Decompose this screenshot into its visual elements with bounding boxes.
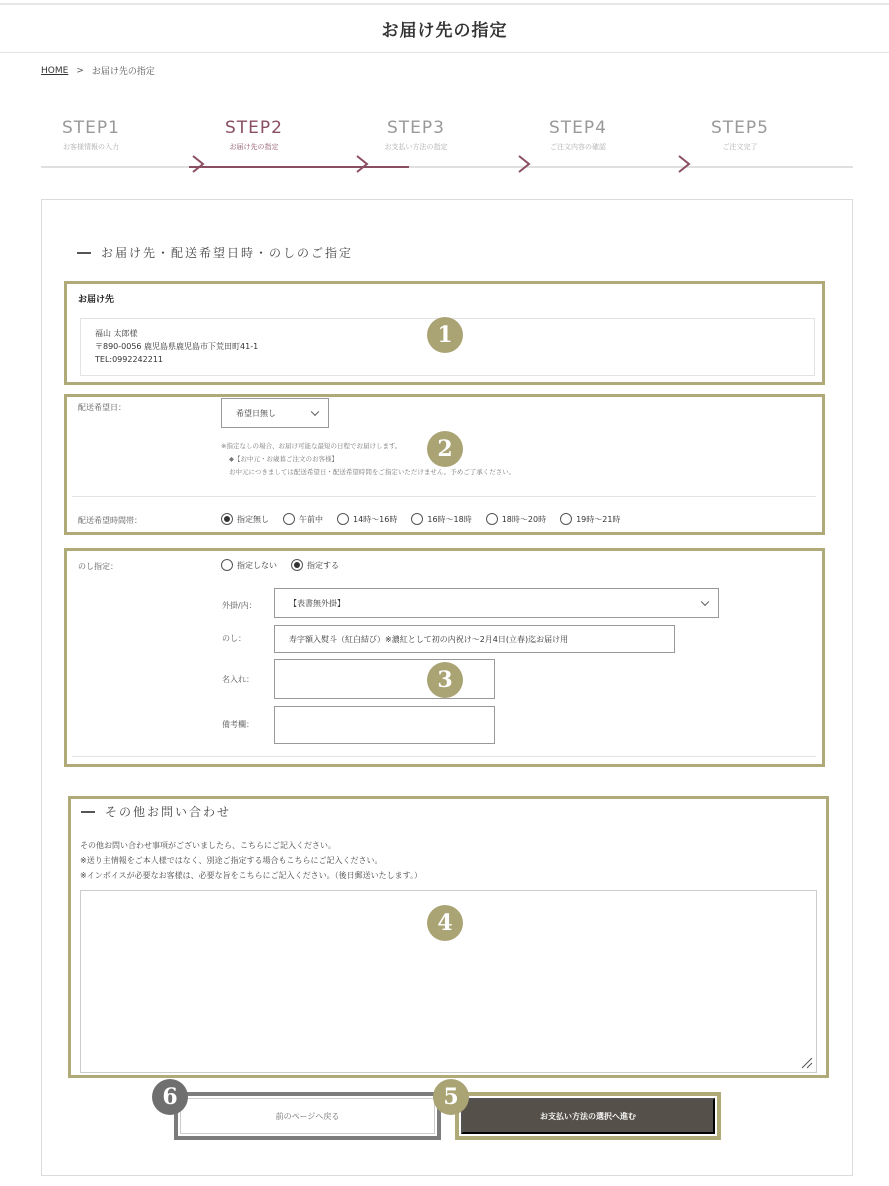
remarks-input[interactable] (274, 706, 495, 744)
delivery-date-value: 希望日無し (236, 408, 276, 418)
noshi-type-select[interactable] (274, 588, 719, 618)
destination-name: 福山 太郎様 (95, 329, 138, 338)
noshi-design-value: 寿字額入熨斗（紅白結び）※濃紅として初の内祝け～2月4日(立春)迄お届け用 (289, 634, 569, 644)
badge-6: 6 (152, 1079, 188, 1115)
delivery-date-select[interactable] (221, 398, 329, 428)
radio-icon (283, 513, 295, 525)
destination-tel: TEL:0992242211 (95, 355, 163, 364)
heading-bar (81, 811, 95, 813)
step-1 (11, 118, 171, 152)
page-title: お届け先の指定 (381, 21, 508, 41)
delivery-notes (221, 440, 515, 479)
step-5 (660, 118, 820, 152)
radio-icon (337, 513, 349, 525)
breadcrumb-current: お届け先の指定 (91, 67, 155, 77)
step-3-sub: お支払い方法の指定 (384, 143, 448, 151)
divider (72, 756, 816, 757)
contact-line-3: ※インボイスが必要なお客様は、必要な旨をこちらにご記入ください。（後日郵送いたします。） (80, 871, 422, 880)
time-option-14-16[interactable] (337, 513, 397, 525)
delivery-note-2: ◆【お中元・お歳暮ご注文のお客様】 (229, 455, 338, 463)
noshi-type-label: 外掛/内： (222, 601, 257, 610)
step-4 (498, 118, 658, 152)
time-option-label: 19時～21時 (576, 514, 621, 524)
chevron-right-icon (191, 154, 205, 174)
section-contact-title: その他お問い合わせ (105, 805, 232, 819)
time-option-19-21[interactable] (560, 513, 620, 525)
chevron-right-icon (355, 154, 369, 174)
radio-icon (221, 559, 233, 571)
step-2-label: STEP2 (225, 118, 283, 138)
contact-instructions (80, 838, 422, 883)
time-option-label: 14時～16時 (353, 514, 398, 524)
radio-icon (486, 513, 498, 525)
step-5-label: STEP5 (711, 118, 769, 138)
contact-line-1: その他お問い合わせ事項がございましたら、こちらにご記入ください。 (80, 841, 336, 850)
chevron-right-icon (517, 154, 531, 174)
radio-checked-icon (291, 559, 303, 571)
time-option-label: 18時～20時 (501, 514, 547, 524)
delivery-time-label: 配送希望時間帯： (78, 516, 142, 525)
time-option-label: 16時～18時 (427, 514, 472, 524)
divider (72, 496, 816, 497)
step-4-label: STEP4 (549, 118, 607, 138)
noshi-option-label: 指定する (307, 560, 339, 570)
noshi-design-field[interactable] (274, 625, 675, 653)
time-option-18-20[interactable] (486, 513, 546, 525)
step-3 (336, 118, 496, 152)
badge-2: 2 (427, 431, 463, 467)
step-1-label: STEP1 (62, 118, 120, 138)
time-option-16-18[interactable] (411, 513, 471, 525)
time-option-none[interactable] (221, 513, 269, 525)
name-print-label: 名入れ： (222, 675, 254, 684)
step-track (41, 166, 853, 168)
delivery-note-3: お中元につきましては配送希望日・配送希望時間をご指定いただけません。予めご了承ください。 (229, 468, 516, 476)
step-4-sub: ご注文内容の確認 (550, 143, 606, 151)
badge-1: 1 (427, 317, 463, 353)
destination-label: お届け先 (78, 295, 115, 305)
chevron-down-icon (701, 598, 709, 606)
step-3-label: STEP3 (387, 118, 445, 138)
noshi-label: のし指定： (78, 562, 118, 571)
breadcrumb-separator: > (76, 65, 84, 76)
step-2-sub: お届け先の指定 (229, 143, 279, 151)
step-2 (174, 118, 334, 152)
badge-5: 5 (433, 1079, 469, 1115)
noshi-type-value: 【表書無外掛】 (289, 598, 345, 608)
chevron-right-icon (677, 154, 691, 174)
destination-address: 〒890-0056 鹿児島県鹿児島市下荒田町41-1 (95, 342, 259, 351)
badge-3: 3 (427, 662, 463, 698)
contact-line-2: ※送り主情報をご本人様ではなく、別途ご指定する場合もこちらにご記入ください。 (80, 856, 383, 865)
radio-checked-icon (221, 513, 233, 525)
breadcrumb (41, 64, 155, 77)
step-progress (41, 118, 853, 178)
delivery-note-1: ※指定なしの場合、お届け可能な最短の日程でお届けします。 (221, 442, 402, 450)
page-header (0, 5, 889, 53)
remarks-label: 備考欄： (222, 720, 254, 729)
chevron-down-icon (311, 408, 319, 416)
time-option-label: 午前中 (299, 514, 323, 524)
next-button[interactable]: お支払い方法の選択へ進む (461, 1098, 715, 1134)
resize-grip-icon[interactable] (799, 1055, 813, 1069)
noshi-option-no[interactable] (221, 559, 277, 571)
delivery-date-label: 配送希望日： (78, 403, 126, 412)
delivery-time-radio-group (221, 513, 634, 525)
heading-bar (77, 252, 91, 254)
time-option-label: 指定無し (237, 514, 269, 524)
section-contact-heading (81, 803, 231, 820)
noshi-radio-group (221, 559, 353, 571)
radio-icon (560, 513, 572, 525)
radio-icon (411, 513, 423, 525)
time-option-morning[interactable] (283, 513, 323, 525)
noshi-design-label: のし： (222, 634, 246, 643)
noshi-option-label: 指定しない (237, 560, 277, 570)
breadcrumb-home-link[interactable]: HOME (41, 65, 69, 76)
noshi-option-yes[interactable] (291, 559, 339, 571)
step-5-sub: ご注文完了 (722, 143, 758, 151)
step-track-active (189, 166, 409, 168)
section-delivery-heading (77, 244, 353, 261)
step-1-sub: お客様情報の入力 (63, 143, 119, 151)
section-delivery-title: お届け先・配送希望日時・のしのご指定 (101, 246, 354, 260)
back-button[interactable]: 前のページへ戻る (180, 1098, 435, 1134)
badge-4: 4 (427, 905, 463, 941)
